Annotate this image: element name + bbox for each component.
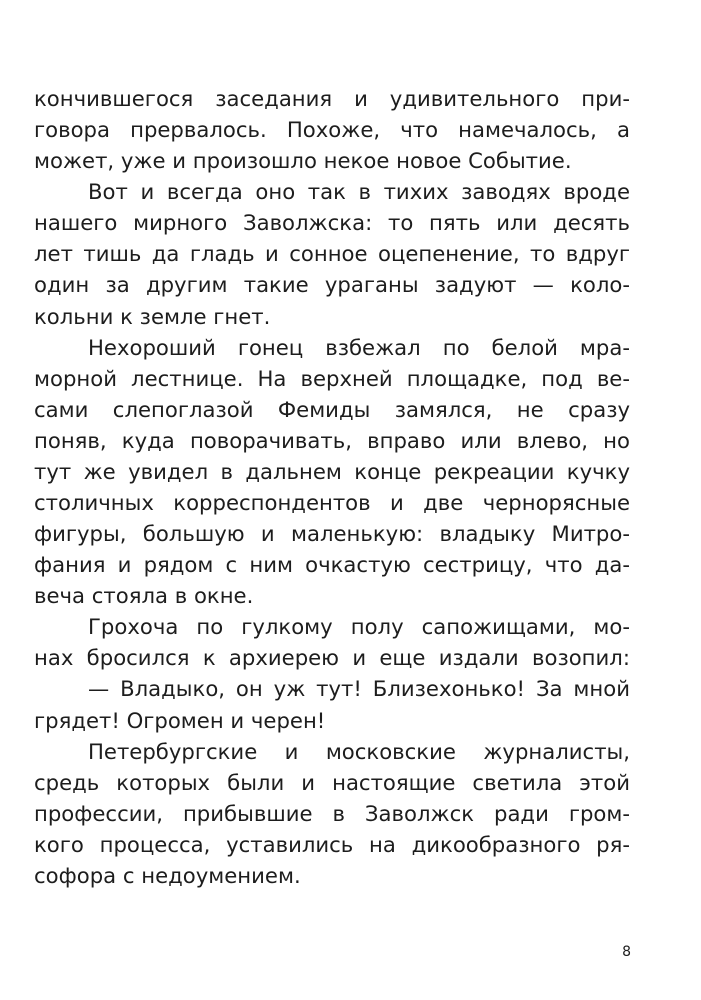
text-line: один за другим такие ураганы задуют — коло- xyxy=(34,272,630,298)
text-line: лет тишь да гладь и сонное оцепенение, то вдруг xyxy=(34,241,630,267)
text-line: софора с недоумением. xyxy=(34,862,301,888)
text-line: сами слепоглазой Фемиды замялся, не сразу xyxy=(34,396,630,422)
text-line: Вот и всегда оно так в тихих заводях вроде xyxy=(88,179,630,205)
text-line: говора прервалось. Похоже, что намечалось, а xyxy=(34,117,630,143)
text-line: Нехороший гонец взбежал по белой мра- xyxy=(88,334,630,360)
text-line: кого процесса, уставились на дикообразного ря- xyxy=(34,831,630,857)
text-line: может, уже и произошло некое новое Событие. xyxy=(34,148,572,174)
text-line: поняв, куда поворачивать, вправо или влево, но xyxy=(34,427,630,453)
text-line: — Владыко, он уж тут! Близехонько! За мной xyxy=(88,676,630,702)
body-text xyxy=(34,83,630,891)
text-line: веча стояла в окне. xyxy=(34,583,254,609)
text-line: кольни к земле гнет. xyxy=(34,303,271,329)
text-line: профессии, прибывшие в Заволжск ради гром- xyxy=(34,800,630,826)
text-line: Петербургские и московские журналисты, xyxy=(88,738,630,764)
text-line: фания и рядом с ним очкастую сестрицу, что да- xyxy=(34,552,630,578)
page-number: 8 xyxy=(622,944,631,960)
text-line: столичных корреспондентов и две чернорясные xyxy=(34,490,630,516)
text-line: фигуры, большую и маленькую: владыку Митро- xyxy=(34,521,630,547)
text-line: грядет! Огромен и черен! xyxy=(34,707,326,733)
text-line: средь которых были и настоящие светила этой xyxy=(34,769,630,795)
text-line: тут же увидел в дальнем конце рекреации кучку xyxy=(34,458,630,484)
text-line: морной лестнице. На верхней площадке, под ве- xyxy=(34,365,630,391)
text-line: кончившегося заседания и удивительного при- xyxy=(34,86,630,111)
text-line: нашего мирного Заволжска: то пять или десять xyxy=(34,210,630,236)
text-line: Грохоча по гулкому полу сапожищами, мо- xyxy=(88,614,630,640)
text-line: нах бросился к архиерею и еще издали возопил: xyxy=(34,645,630,671)
